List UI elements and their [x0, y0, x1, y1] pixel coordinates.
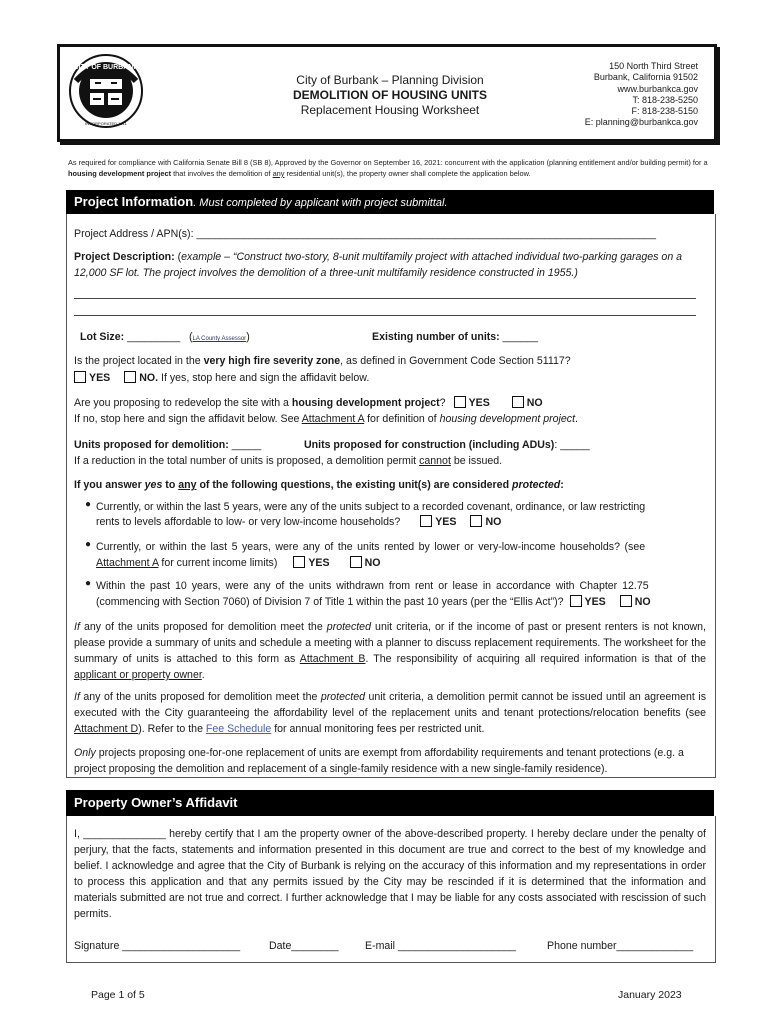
q1-line1: Currently, or within the last 5 years, were any of the units subject to a recorded covenant, ordinance, or law restricting	[96, 501, 646, 513]
desc-example-word: example	[181, 251, 222, 263]
seal-top-text: CITY OF BURBANK	[73, 64, 139, 71]
p1-d: .	[201, 669, 205, 681]
q2-bullet: ●	[85, 539, 92, 550]
p1-protected: protected	[326, 621, 371, 633]
q2-attachment-a-link[interactable]: Attachment A	[96, 557, 159, 569]
redevelop-post: ?	[439, 397, 446, 409]
lot-size-row[interactable]: Lot Size: _________ (LA County Assessor)	[80, 331, 250, 343]
affidavit-header	[66, 790, 714, 816]
intro-paragraph	[68, 157, 708, 179]
fire-zone-answers	[68, 370, 369, 386]
fire-stop-text: If yes, stop here and sign the affidavit below.	[161, 372, 370, 384]
q3-no-label: NO	[634, 596, 651, 608]
project-address-field[interactable]: ______________________________________________________________________________	[196, 228, 657, 240]
intro-bold: housing development project	[68, 169, 172, 178]
q2-no-checkbox[interactable]	[350, 556, 362, 568]
protected-criteria-heading	[74, 477, 564, 493]
answer-any: any	[178, 479, 197, 491]
fire-no-checkbox[interactable]	[124, 371, 136, 383]
q1-line2-row	[96, 514, 501, 530]
desc-open: (	[174, 251, 182, 263]
seal-bottom-text: INCORPORATED 1911	[85, 121, 127, 126]
redevelop-stop	[74, 411, 578, 427]
q2-line2: for current income limits)	[158, 557, 278, 569]
protected-summary-paragraph	[74, 619, 706, 683]
project-info-subtitle: . Must completed by applicant with project submittal.	[193, 197, 448, 209]
email-field[interactable]: E-mail ____________________	[365, 940, 516, 952]
q3-line2: (commencing with Section 7060) of Division 7 of Title 1 within the past 10 years (per the “Ellis Act”)?	[96, 596, 564, 608]
redevelop-stop-pre: If no, stop here and sign the affidavit below. See	[74, 413, 302, 425]
header-address: 150 North Third Street	[609, 61, 698, 71]
q2-no-label: NO	[364, 557, 381, 569]
form-header	[57, 44, 717, 142]
fire-yes-checkbox[interactable]	[74, 371, 86, 383]
page-number: Page 1 of 5	[91, 989, 145, 1001]
intro-text-1: As required for compliance with California Senate Bill 8 (SB 8), Approved by the Governor on September 16, 2021: concurrent with the application (planning entitlement and/or building permit) for a	[68, 158, 708, 167]
header-contact	[585, 61, 698, 129]
p2-protected: protected	[320, 691, 366, 703]
q1-no-checkbox[interactable]	[470, 515, 482, 527]
units-construction-row[interactable]	[304, 437, 590, 453]
description-line-1[interactable]	[74, 298, 696, 299]
project-address-label: Project Address / APN(s):	[74, 228, 194, 240]
p2-c: ). Refer to the	[138, 723, 206, 735]
p3-text: projects proposing one-for-one replacement of units are exempt from affordability requirements and tenant protections (e.g. a project proposing the demolition and replacement of a single-family residence with a new single-family residence).	[74, 747, 684, 775]
reduction-note	[74, 453, 502, 469]
redevelop-no-checkbox[interactable]	[512, 396, 524, 408]
q1-no-label: NO	[485, 516, 502, 528]
lot-size-field[interactable]: _________	[124, 331, 181, 343]
p1-c: . The responsibility of acquiring all required information is that of the	[365, 653, 706, 665]
units-demolition-field[interactable]: _____	[228, 439, 262, 451]
p1-b: unit criteria, or if the income of past or present renters is not known, please provide a summary of units and schedule a meeting with a planner to discuss replacement requirements. The worksheet for the summary of units is attached to this form as	[74, 621, 706, 665]
fire-zone-question	[74, 353, 571, 369]
existing-units-field[interactable]: ______	[499, 331, 539, 343]
affidavit-text: I, ______________ hereby certify that I am the property owner of the above-described property. I hereby declare under the penalty of perjury, that the facts, statements and information presented in this document are true and correct to the best of my knowledge and belief. I acknowledge and agree that the City of Burbank is relying on the accuracy of this information and my representations in order to process this application and that any permits issued by the City may be rescinded if it is determined that the information and materials submitted are not true and correct. I further acknowledge that I may be liable for any costs associated with rescission of such permits.	[74, 828, 706, 920]
answer-pre: If you answer	[74, 479, 145, 491]
project-address-row[interactable]	[74, 226, 656, 242]
p2-a: any of the units proposed for demolition meet the	[79, 691, 321, 703]
p2-b: unit criteria, a demolition permit cannot be issued until an agreement is executed with the City guaranteeing the affordability level of the replacement units and tenant protections/relocation benefits (see	[74, 691, 706, 719]
signature-field[interactable]: Signature ____________________	[74, 940, 241, 952]
units-demolition-label: Units proposed for demolition:	[74, 439, 229, 451]
project-info-header	[66, 190, 714, 214]
description-line-2[interactable]	[74, 315, 696, 316]
intro-text-2: that involves the demolition of	[171, 169, 273, 178]
q3-line2-row	[96, 594, 651, 610]
p2-if: If	[74, 691, 80, 703]
city-seal-logo	[68, 53, 144, 129]
answer-protected: protected	[512, 479, 561, 491]
header-titles	[260, 73, 520, 118]
reduction-post: be issued.	[450, 455, 503, 467]
fire-q-pre: Is the project located in the	[74, 355, 204, 367]
q2-line2-row	[96, 555, 380, 571]
units-construction-label: Units proposed for construction (including ADUs)	[304, 439, 555, 451]
redevelop-pre: Are you proposing to redevelop the site with a	[74, 397, 292, 409]
fee-schedule-link[interactable]: Fee Schedule	[205, 723, 272, 735]
reduction-under: cannot	[419, 455, 451, 467]
q3-bullet: ●	[85, 578, 92, 589]
existing-units-row[interactable]	[372, 329, 538, 345]
existing-units-label: Existing number of units:	[372, 331, 500, 343]
fire-yes-label: YES	[89, 372, 111, 384]
exemption-paragraph	[74, 745, 706, 777]
la-county-assessor-link[interactable]: LA County Assessor	[192, 336, 247, 342]
redevelop-yes-label: YES	[468, 397, 490, 409]
q2-yes-checkbox[interactable]	[293, 556, 305, 568]
fire-no-label: NO.	[139, 372, 159, 384]
header-city: Burbank, California 91502	[593, 72, 698, 83]
header-fax: F: 818-238-5150	[631, 106, 698, 117]
intro-underlined: any	[272, 169, 285, 178]
affidavit-title: Property Owner’s Affidavit	[74, 795, 238, 810]
p1-if: If	[74, 621, 80, 633]
reduction-pre: If a reduction in the total number of units is proposed, a demolition permit	[74, 455, 420, 467]
q3-yes-label: YES	[584, 596, 606, 608]
redevelop-bold: housing development project	[291, 397, 440, 409]
answer-yes: yes	[144, 479, 163, 491]
q1-yes-checkbox[interactable]	[420, 515, 432, 527]
q3-no-checkbox[interactable]	[620, 595, 632, 607]
fire-q-post: , as defined in Government Code Section 51117?	[340, 355, 571, 367]
q3-line1: Within the past 10 years, were any of the units withdrawn from rent or lease in accordance with Chapter 12.75	[96, 580, 649, 592]
p2-d: for annual monitoring fees per restricted unit.	[271, 723, 485, 735]
header-title-line2: DEMOLITION OF HOUSING UNITS	[293, 88, 487, 102]
date-field[interactable]: Date________	[269, 940, 339, 952]
q1-yes-label: YES	[435, 516, 457, 528]
redevelop-no-label: NO	[526, 397, 543, 409]
project-description	[74, 249, 704, 281]
q1-bullet: ●	[85, 499, 92, 510]
header-email[interactable]: E: planning@burbankca.gov	[584, 117, 698, 128]
attachment-b-link[interactable]: Attachment B	[299, 653, 366, 665]
answer-mid2: of the following questions, the existing unit(s) are considered	[196, 479, 512, 491]
agreement-paragraph	[74, 689, 706, 737]
q1-line2: rents to levels affordable to low- or very low-income households?	[96, 516, 401, 528]
p3-only: Only	[74, 747, 96, 759]
phone-field[interactable]: Phone number_____________	[547, 940, 694, 952]
desc-example-text: – “Construct two-story, 8-unit multifamily project with attached individual two-parking garages on a 12,000 SF lot. The project involves the demolition of a three-unit multifamily residence constructed in 1955.)	[74, 251, 683, 279]
p1-owner: applicant or property owner	[74, 669, 202, 681]
answer-mid: to	[162, 479, 179, 491]
header-phone: T: 818-238-5250	[632, 94, 698, 105]
p1-a: any of the units proposed for demolition meet the	[79, 621, 327, 633]
redevelop-stop-end: .	[575, 413, 578, 425]
redevelop-yes-checkbox[interactable]	[454, 396, 466, 408]
header-title-line3: Replacement Housing Worksheet	[300, 103, 480, 117]
project-info-title: Project Information	[74, 194, 194, 209]
answer-end: :	[560, 479, 564, 491]
q3-yes-checkbox[interactable]	[570, 595, 582, 607]
intro-text-3: residential unit(s), the property owner shall complete the application below.	[284, 169, 531, 178]
redevelop-question	[74, 395, 543, 411]
units-demolition-row[interactable]	[74, 437, 261, 453]
project-description-label: Project Description:	[74, 251, 175, 263]
attachment-a-link[interactable]: Attachment A	[301, 413, 365, 425]
lot-size-label: Lot Size:	[80, 331, 125, 343]
fire-q-bold: very high fire severity zone	[203, 355, 341, 367]
redevelop-stop-mid: for definition of	[364, 413, 440, 425]
footer-date: January 2023	[618, 989, 682, 1001]
header-title-line1: City of Burbank – Planning Division	[296, 73, 484, 87]
attachment-d-link[interactable]: Attachment D	[74, 723, 139, 735]
redevelop-stop-italic: housing development project	[439, 413, 576, 425]
q2-yes-label: YES	[308, 557, 330, 569]
units-construction-field[interactable]: : _____	[554, 439, 590, 451]
header-website[interactable]: www.burbankca.gov	[617, 83, 698, 94]
q2-line1: Currently, or within the last 5 years, were any of the units rented by lower or very-low-income households? (see	[96, 541, 646, 553]
